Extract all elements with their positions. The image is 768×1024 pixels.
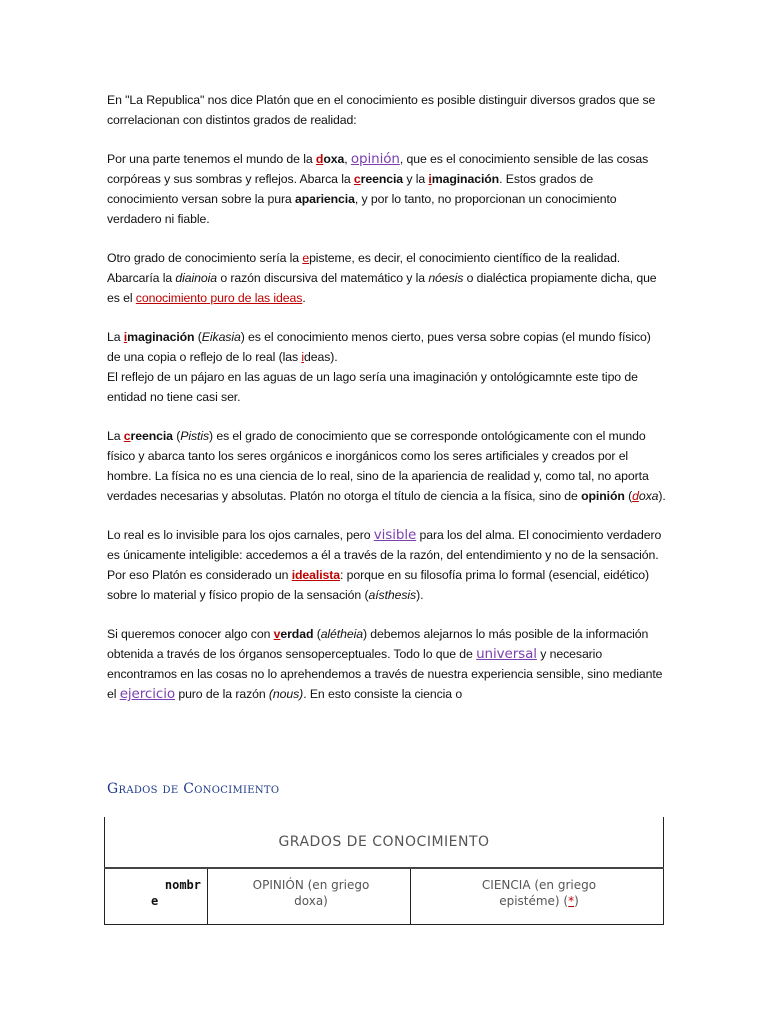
footnote-link[interactable]: * [568,894,575,908]
text: ). [416,588,424,602]
text: El reflejo de un pájaro en las aguas de un lago sería una imaginación y ontológicamnte este tipo de entidad no tiene casi ser. [107,370,638,404]
eikasia-term: Eikasia [201,330,241,344]
cell-text: OPINIÓN (en griego [252,878,370,892]
intro-text: En "La Republica" nos dice Platón que en el conocimiento es posible distinguir diversos grados que se correlacionan con distintos grados de realidad: [107,93,656,127]
table-title-row [105,817,664,868]
noesis-term: nóesis [428,271,464,285]
verdad-term [274,627,314,641]
text: ( [194,330,202,344]
imaginacion-initial: i [428,172,432,186]
imaginacion-rest: maginación [431,172,500,186]
doxa-rest: oxa [323,152,345,166]
cell-text: doxa) [294,894,328,908]
imaginacion-initial: i [123,330,128,344]
creencia-term [124,429,173,443]
table-cell-opinion [208,868,411,925]
creencia-term [354,172,403,186]
cell-text: ) [574,894,579,908]
text: o razón discursiva del matemático y la [217,271,429,285]
paragraph-verdad [107,624,667,704]
ejercicio-link[interactable]: ejercicio [119,686,176,702]
text: . [302,291,306,305]
paragraph-creencia [107,426,667,506]
text: . Estos grados de conocimiento versan sobre la pura [107,172,594,206]
doxa-initial: d [632,489,639,503]
doxa-term [632,489,658,503]
dianoia-term: diainoia [175,271,218,285]
ideas-rest: deas [303,350,331,364]
creencia-rest: reencia [360,172,404,186]
text: ( [624,489,633,503]
table-header-row [105,868,664,925]
episteme-rest: pisteme [309,251,352,265]
text: ). [658,489,666,503]
apariencia-term: apariencia [295,192,355,206]
text: . En esto consiste la ciencia o [303,687,463,701]
text: Lo real es lo invisible para los ojos carnales, pero [107,528,374,542]
universal-link[interactable]: universal [476,646,537,662]
ideas-link[interactable]: conocimiento puro de las ideas [135,291,303,305]
doxa-initial: d [315,152,324,166]
text: Por una parte tenemos el mundo de la [107,152,316,166]
cell-text: epistéme) ( [499,894,569,908]
aletheia-term: alétheia [320,627,363,641]
grados-table [104,817,664,925]
section-heading: Grados de Conocimiento [107,781,280,797]
pistis-term: Pistis [180,429,210,443]
text: La [107,429,124,443]
creencia-initial: c [353,172,361,186]
table-cell-ciencia [411,868,664,925]
imaginacion-term [124,330,195,344]
text: ) es el conocimiento menos cierto, pues versa sobre copias (el mundo físico) de una copia o reflejo de lo real (las [107,330,651,364]
text: y la [403,172,429,186]
text: y necesario encontramos en las cosas no lo aprehendemos a través de nuestra experiencia sensible, sino mediante el [107,647,663,701]
text: o dialéctica propiamente dicha, que es el [107,271,657,305]
text: puro de la razón [175,687,269,701]
text: La [107,330,124,344]
visible-link[interactable]: visible [373,527,417,543]
paragraph-episteme [107,248,667,308]
cell-text: e [151,894,159,908]
text: , es decir, el conocimiento científico de la realidad. Abarcaría la [107,251,621,285]
idealista-link[interactable]: idealista [291,568,341,582]
imaginacion-rest: maginación [127,330,195,344]
text: , y por lo tanto, no proporcionan un conocimiento verdadero ni fiable. [107,192,617,226]
imaginacion-term [428,172,499,186]
text: Si queremos conocer algo con [107,627,274,641]
text: , [344,152,351,166]
verdad-initial: v [273,627,281,641]
text: , que es el conocimiento sensible de las cosas corpóreas y sus sombras y reflejos. Abarca la [107,152,649,186]
doxa-term [316,152,344,166]
text: ( [313,627,321,641]
aisthesis-term: aísthesis [368,588,417,602]
table-cell-nombre [105,868,208,925]
doxa-rest: oxa [638,489,659,503]
table-title: GRADOS DE CONOCIMIENTO [105,817,664,868]
opinion-term: opinión [581,489,625,503]
paragraph-doxa [107,149,667,229]
text: ) debemos alejarnos lo más posible de la información obtenida a través de los órganos sensoperceptuales. Todo lo que de [107,627,649,661]
nous-term: (nous) [268,687,304,701]
cell-text: nombr [164,878,201,892]
text: ( [172,429,181,443]
paragraph-imaginacion [107,327,667,407]
text: ). [330,350,338,364]
document-body [107,90,667,723]
paragraph-real [107,525,667,605]
episteme-initial: e [302,251,310,265]
text: Otro grado de conocimiento sería la [107,251,303,265]
creencia-rest: reencia [130,429,173,443]
text: ) es el grado de conocimiento que se corresponde ontológicamente con el mundo físico y abarca tanto los seres orgánicos e inorgánicos como los seres artificiales y creados por el hombre. La física no es una ciencia de lo real, sino de la apariencia de realidad y, como tal, no aporta verdades necesarias y absolutas. Platón no otorga el título de ciencia a la física, sino de [107,429,649,503]
text: para los del alma. El conocimiento verdadero es únicamente inteligible: accedemos a él a través de la razón, del entendimiento y no de la sensación. Por eso Platón es considerado un [107,528,662,582]
cell-text: CIENCIA (en griego [481,878,597,892]
paragraph-intro [107,90,667,130]
verdad-rest: erdad [280,627,314,641]
ideas-initial: i [301,350,304,364]
text: : porque en su filosofía prima lo formal (esencial, eidético) sobre lo material y físico propio de la sensación ( [107,568,650,602]
opinion-link[interactable]: opinión [350,151,400,167]
creencia-initial: c [123,429,131,443]
